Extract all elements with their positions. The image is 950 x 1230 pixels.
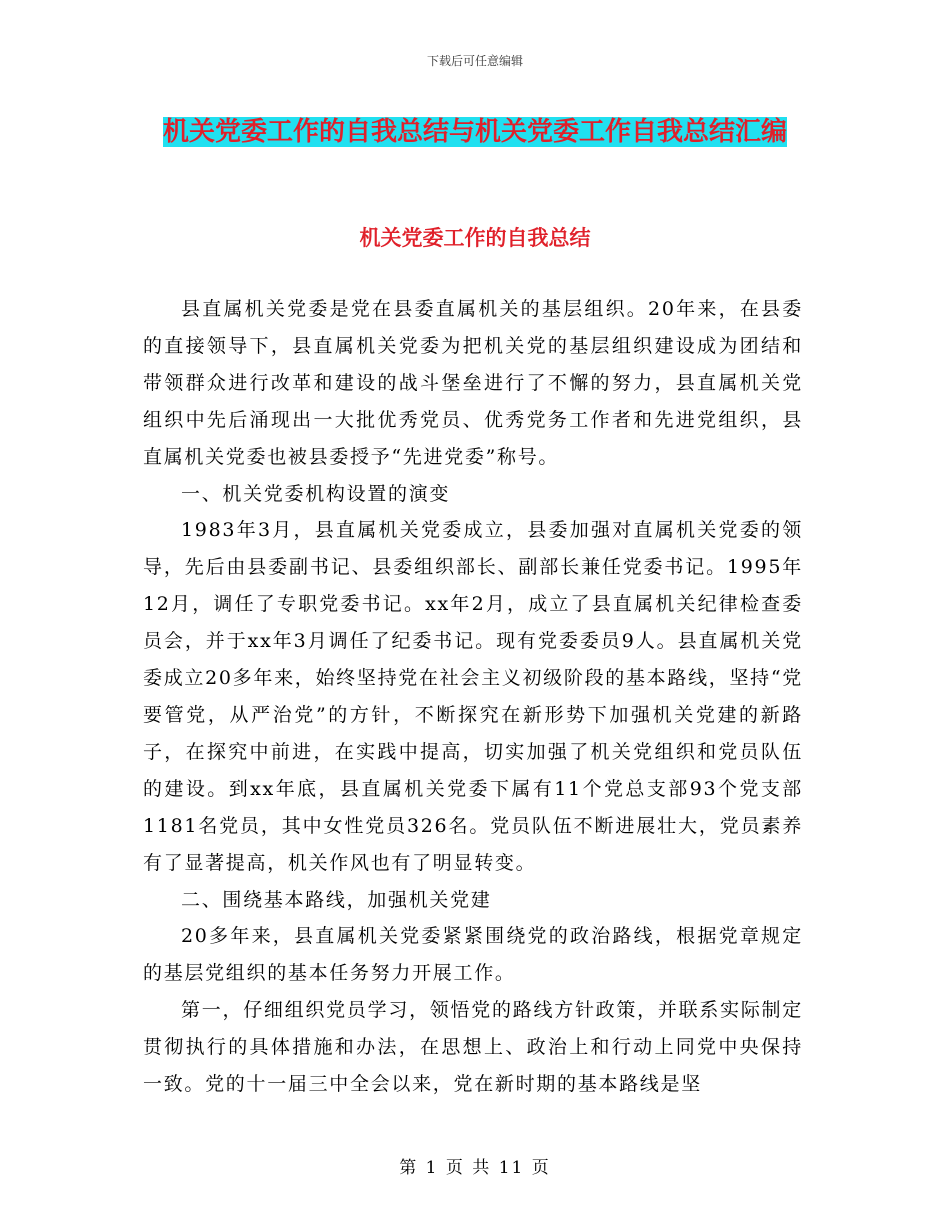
paragraph: 第一，仔细组织党员学习，领悟党的路线方针政策，并联系实际制定贯彻执行的具体措施和办法，在思想上、政治上和行动上同党中央保持一致。党的十一届三中全会以来，党在新时期的基本路线是坚	[143, 999, 803, 1096]
document-title-text: 机关党委工作的自我总结与机关党委工作自我总结汇编	[162, 117, 787, 147]
paragraph-heading: 二、围绕基本路线，加强机关党建	[181, 888, 492, 911]
paragraph-heading: 一、机关党委机构设置的演变	[181, 482, 451, 505]
paragraph: 县直属机关党委是党在县委直属机关的基层组织。20年来，在县委的直接领导下，县直属机关党委为把机关党的基层组织建设成为团结和带领群众进行改革和建设的战斗堡垒进行了不懈的努力，县直属机关党组织中先后涌现出一大批优秀党员、优秀党务工作者和先进党组织，县直属机关党委也被县委授予“先进党委”称号。	[143, 298, 803, 468]
page-indicator: 第 1 页 共 11 页	[399, 1158, 551, 1178]
header-note: 下载后可任意编辑	[426, 54, 523, 68]
paragraph: 20多年来，县直属机关党委紧紧围绕党的政治路线，根据党章规定的基层党组织的基本任务努力开展工作。	[143, 925, 803, 985]
section-title: 机关党委工作的自我总结	[359, 225, 591, 250]
document-title	[140, 108, 810, 156]
paragraph: 1983年3月，县直属机关党委成立，县委加强对直属机关党委的领导，先后由县委副书记、县委组织部长、副部长兼任党委书记。1995年12月，调任了专职党委书记。xx年2月，成立了县直属机关纪律检查委员会，并于xx年3月调任了纪委书记。现有党委委员9人。县直属机关党委成立20多年来，始终坚持党在社会主义初级阶段的基本路线，坚持“党要管党，从严治党”的方针，不断探究在新形势下加强机关党建的新路子，在探究中前进，在实践中提高，切实加强了机关党组织和党员队伍的建设。到xx年底，县直属机关党委下属有11个党总支部93个党支部1181名党员，其中女性党员326名。党员队伍不断进展壮大，党员素养有了显著提高，机关作风也有了明显转变。	[143, 519, 803, 874]
document-body	[143, 291, 803, 1103]
